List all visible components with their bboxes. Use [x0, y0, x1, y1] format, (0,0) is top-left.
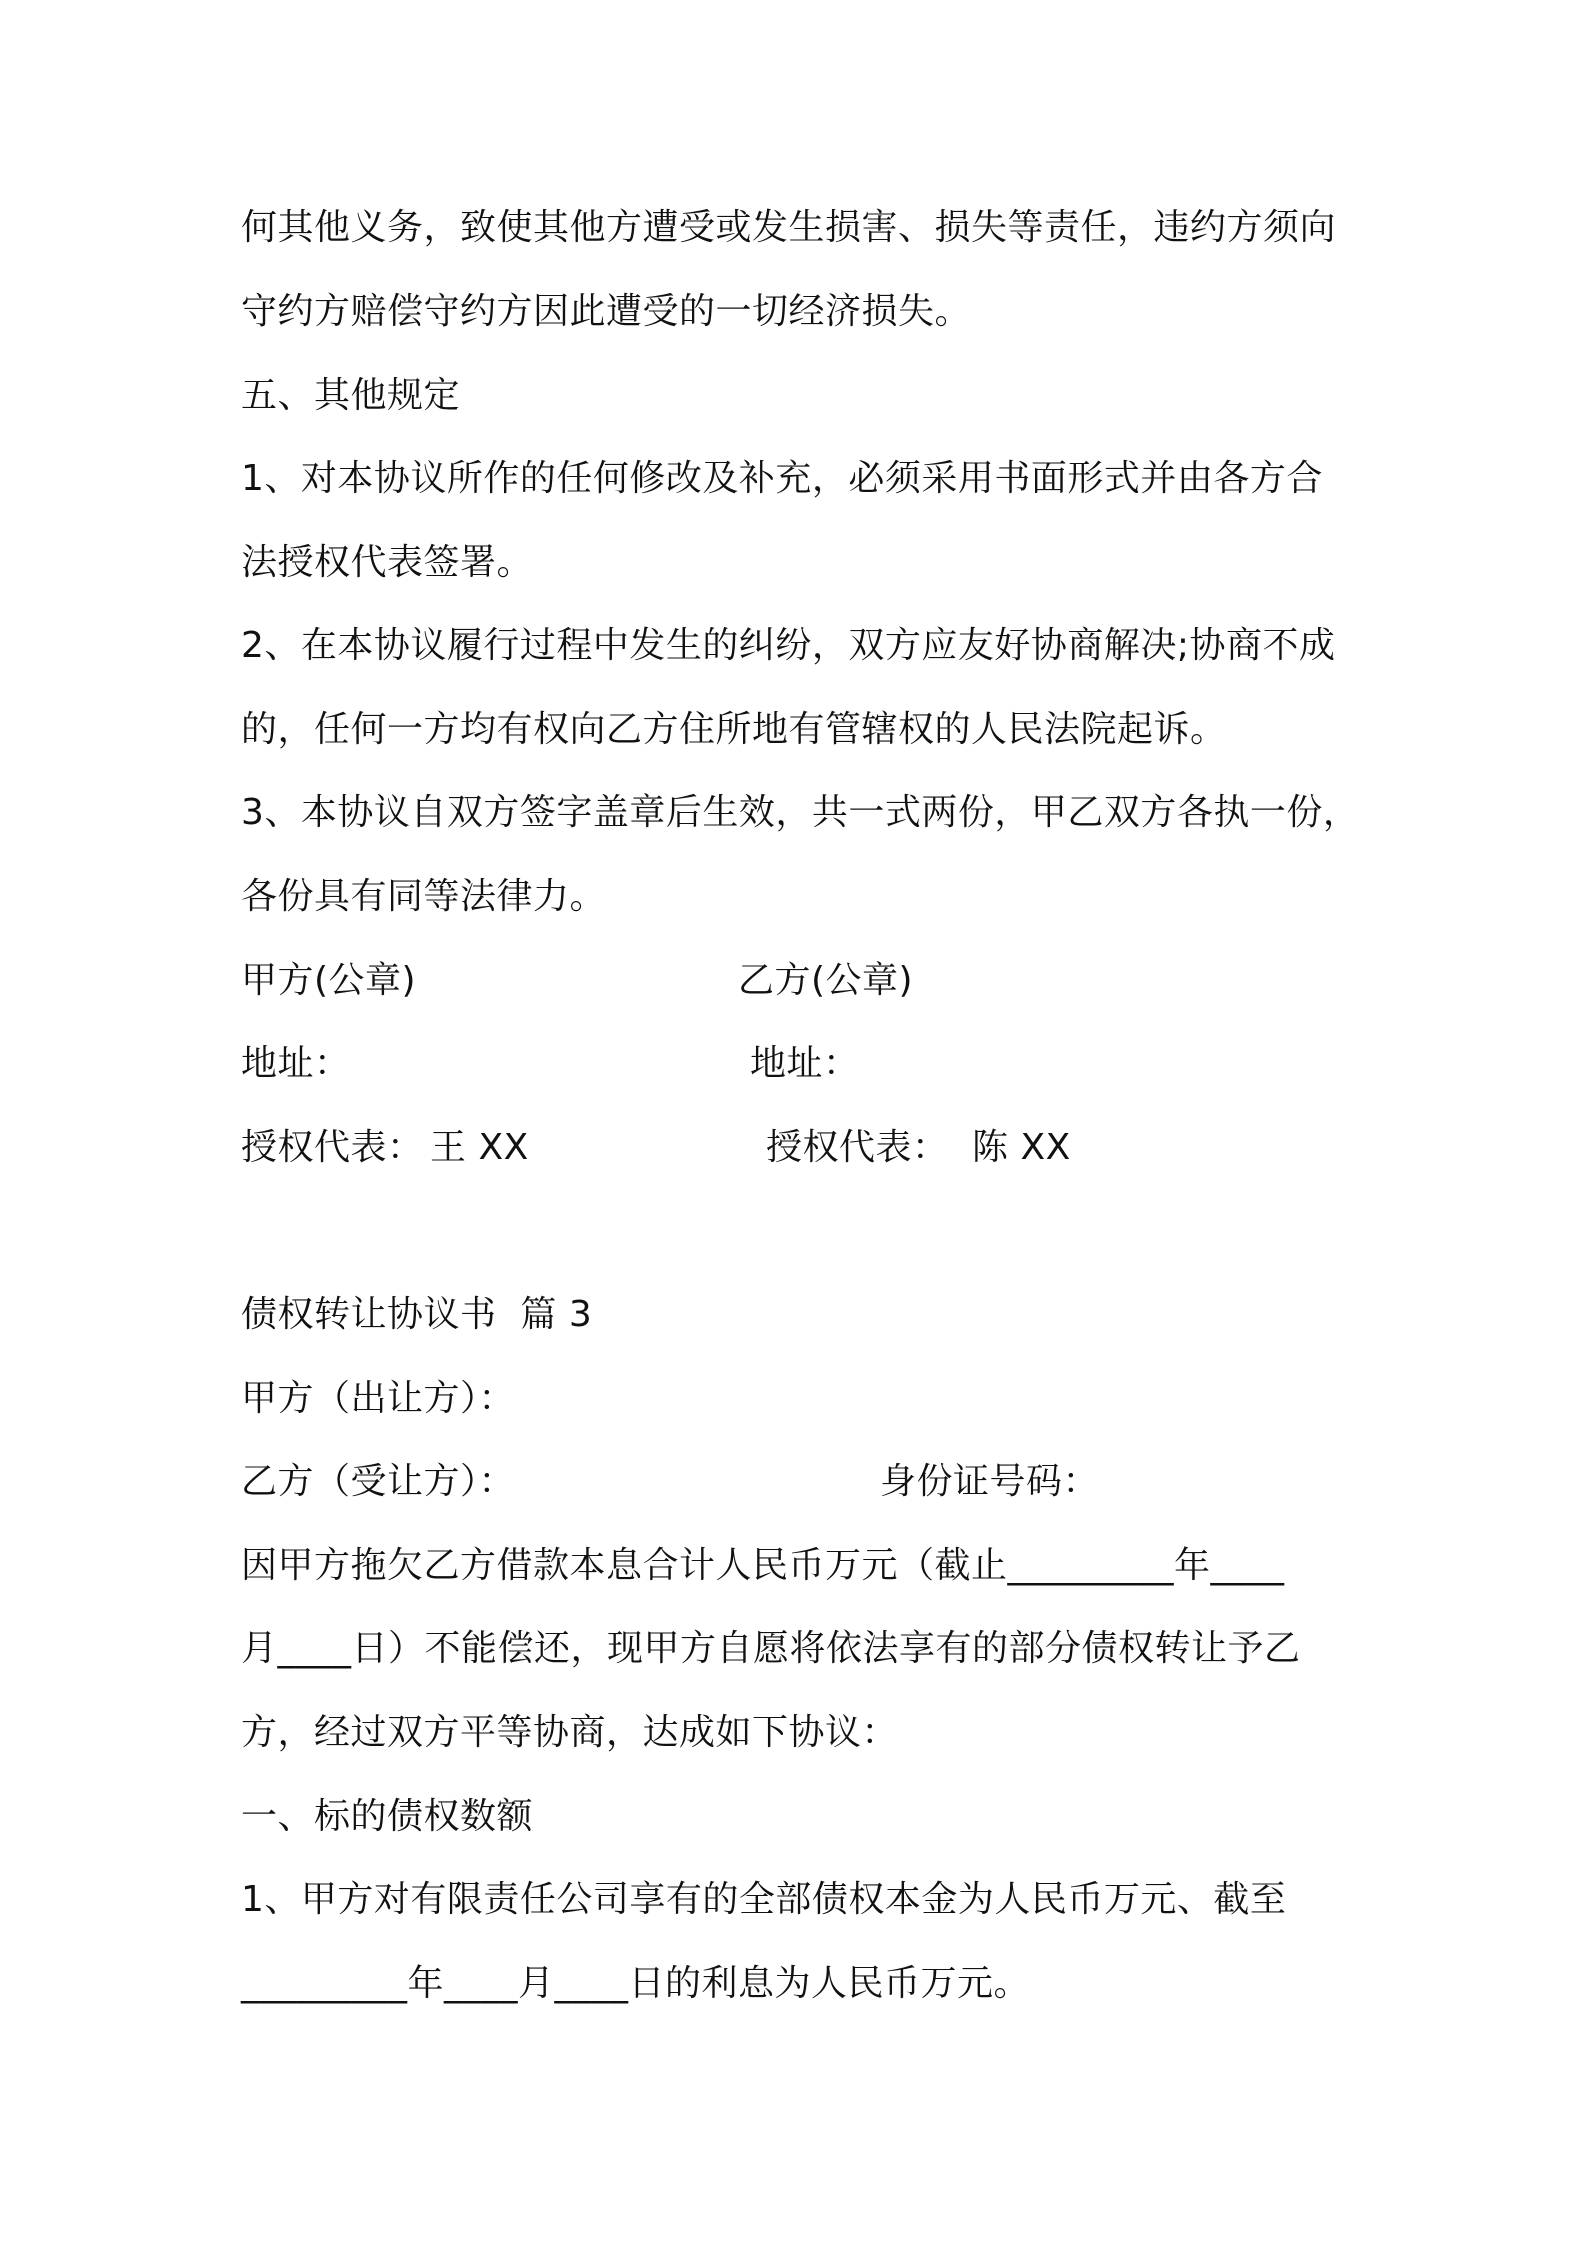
paragraph-line: 方，经过双方平等协商，达成如下协议： — [241, 1712, 899, 1753]
party-b-representative-name: 陈 XX — [972, 1127, 1071, 1168]
paragraph-line: 何其他义务，致使其他方遭受或发生损害、损失等责任，违约方须向 — [241, 207, 1337, 248]
paragraph-line: 法授权代表签署。 — [241, 542, 534, 583]
paragraph-line: 1、甲方对有限责任公司享有的全部债权本金为人民币万元、截至 — [241, 1879, 1287, 1920]
party-a-representative-label: 授权代表： — [241, 1127, 424, 1168]
party-b-seal-label: 乙方(公章) — [738, 960, 914, 1001]
paragraph-line: 守约方赔偿守约方因此遭受的一切经济损失。 — [241, 291, 972, 332]
party-a-label: 甲方（出让方）： — [241, 1378, 516, 1419]
party-b-label: 乙方（受让方）： — [241, 1461, 516, 1502]
paragraph-line: 2、在本协议履行过程中发生的纠纷，双方应友好协商解决;协商不成 — [241, 625, 1336, 666]
paragraph-line: _________年____月____日的利息为人民币万元。 — [241, 1963, 1031, 2004]
party-a-representative-name: 王 XX — [430, 1127, 529, 1168]
section-heading: 一、标的债权数额 — [241, 1796, 534, 1837]
party-a-seal-label: 甲方(公章) — [241, 960, 417, 1001]
paragraph-line: 3、本协议自双方签字盖章后生效，共一式两份，甲乙双方各执一份， — [241, 792, 1360, 833]
id-number-label: 身份证号码： — [880, 1461, 1100, 1502]
party-b-address-label: 地址： — [750, 1043, 860, 1084]
section-heading: 五、其他规定 — [241, 375, 461, 416]
paragraph-line: 因甲方拖欠乙方借款本息合计人民币万元（截止_________年____ — [241, 1545, 1285, 1586]
party-a-address-label: 地址： — [241, 1043, 351, 1084]
paragraph-line: 各份具有同等法律力。 — [241, 876, 607, 917]
paragraph-line: 月____日）不能偿还，现甲方自愿将依法享有的部分债权转让予乙 — [241, 1628, 1301, 1669]
document-title: 债权转让协议书 篇 3 — [241, 1294, 593, 1335]
party-b-representative-label: 授权代表： — [766, 1127, 949, 1168]
paragraph-line: 的，任何一方均有权向乙方住所地有管辖权的人民法院起诉。 — [241, 709, 1227, 750]
paragraph-line: 1、对本协议所作的任何修改及补充，必须采用书面形式并由各方合 — [241, 458, 1323, 499]
